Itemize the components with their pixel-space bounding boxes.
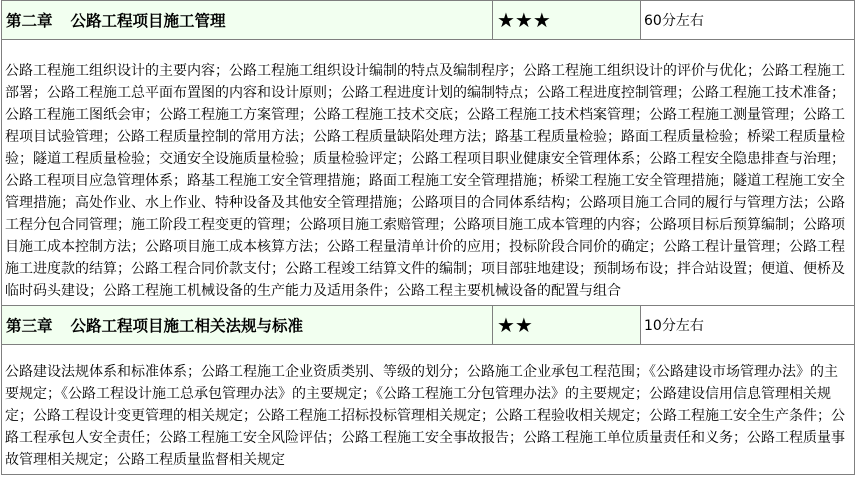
chapter-content-row xyxy=(2,345,855,475)
score-estimate: 60分左右 xyxy=(641,1,855,40)
star-rating: ★★★ xyxy=(497,8,551,32)
chapter-content: 公路建设法规体系和标准体系；公路工程施工企业资质类别、等级的划分；公路施工企业承包工程范围；《公路建设市场管理办法》的主要规定；《公路工程设计施工总承包管理办法》的主要规定；《公路工程施工分包管理办法》的主要规定；公路建设信用信息管理相关规定；公路工程设计变更管理的相关规定；公路工程施工招标投标管理相关规定；公路工程验收相关规定；公路工程施工安全生产条件；公路工程承包人安全责任；公路工程施工安全风险评估；公路工程施工安全事故报告；公路工程施工单位质量责任和义务；公路工程质量事故管理相关规定；公路工程质量监督相关规定 xyxy=(2,345,855,475)
chapter-content: 公路工程施工组织设计的主要内容；公路工程施工组织设计编制的特点及编制程序；公路工程施工组织设计的评价与优化；公路工程施工部署；公路工程施工总平面布置图的内容和设计原则；公路工程进度计划的编制特点；公路工程进度控制管理；公路工程施工技术准备；公路工程施工图纸会审；公路工程施工方案管理；公路工程施工技术交底；公路工程施工技术档案管理；公路工程施工测量管理；公路工程项目试验管理；公路工程质量控制的常用方法；公路工程质量缺陷处理方法；路基工程质量检验；路面工程质量检验；桥梁工程质量检验；隧道工程质量检验；交通安全设施质量检验；质量检验评定；公路工程项目职业健康安全管理体系；公路工程安全隐患排查与治理；公路工程项目应急管理体系；路基工程施工安全管理措施；路面工程施工安全管理措施；桥梁工程施工安全管理措施；隧道工程施工安全管理措施；高处作业、水上作业、特种设备及其他安全管理措施；公路项目的合同体系结构；公路项目施工合同的履行与管理方法；公路工程分包合同管理；施工阶段工程变更的管理；公路项目施工索赔管理；公路项目施工成本管理的内容；公路项目标后预算编制；公路项目施工成本控制方法；公路项目施工成本核算方法；公路工程量清单计价的应用；投标阶段合同价的确定；公路工程计量管理；公路工程施工进度款的结算；公路工程合同价款支付；公路工程竣工结算文件的编制；项目部驻地建设；预制场布设；拌合站设置；便道、便桥及临时码头建设；公路工程施工机械设备的生产能力及适用条件；公路工程主要机械设备的配置与组合 xyxy=(2,40,855,306)
importance-stars xyxy=(493,1,641,40)
chapter-title: 公路工程项目施工管理 xyxy=(70,12,226,30)
chapter-header-row xyxy=(2,1,855,40)
chapter-header-row xyxy=(2,306,855,345)
syllabus-table xyxy=(1,0,855,475)
chapter-title-cell xyxy=(2,1,493,40)
chapter-number: 第二章 xyxy=(6,12,53,30)
score-estimate: 10分左右 xyxy=(641,306,855,345)
chapter-number: 第三章 xyxy=(6,317,53,335)
chapter-title: 公路工程项目施工相关法规与标准 xyxy=(70,317,304,335)
star-rating: ★★ xyxy=(497,313,533,337)
chapter-title-cell xyxy=(2,306,493,345)
chapter-content-row xyxy=(2,40,855,306)
importance-stars xyxy=(493,306,641,345)
